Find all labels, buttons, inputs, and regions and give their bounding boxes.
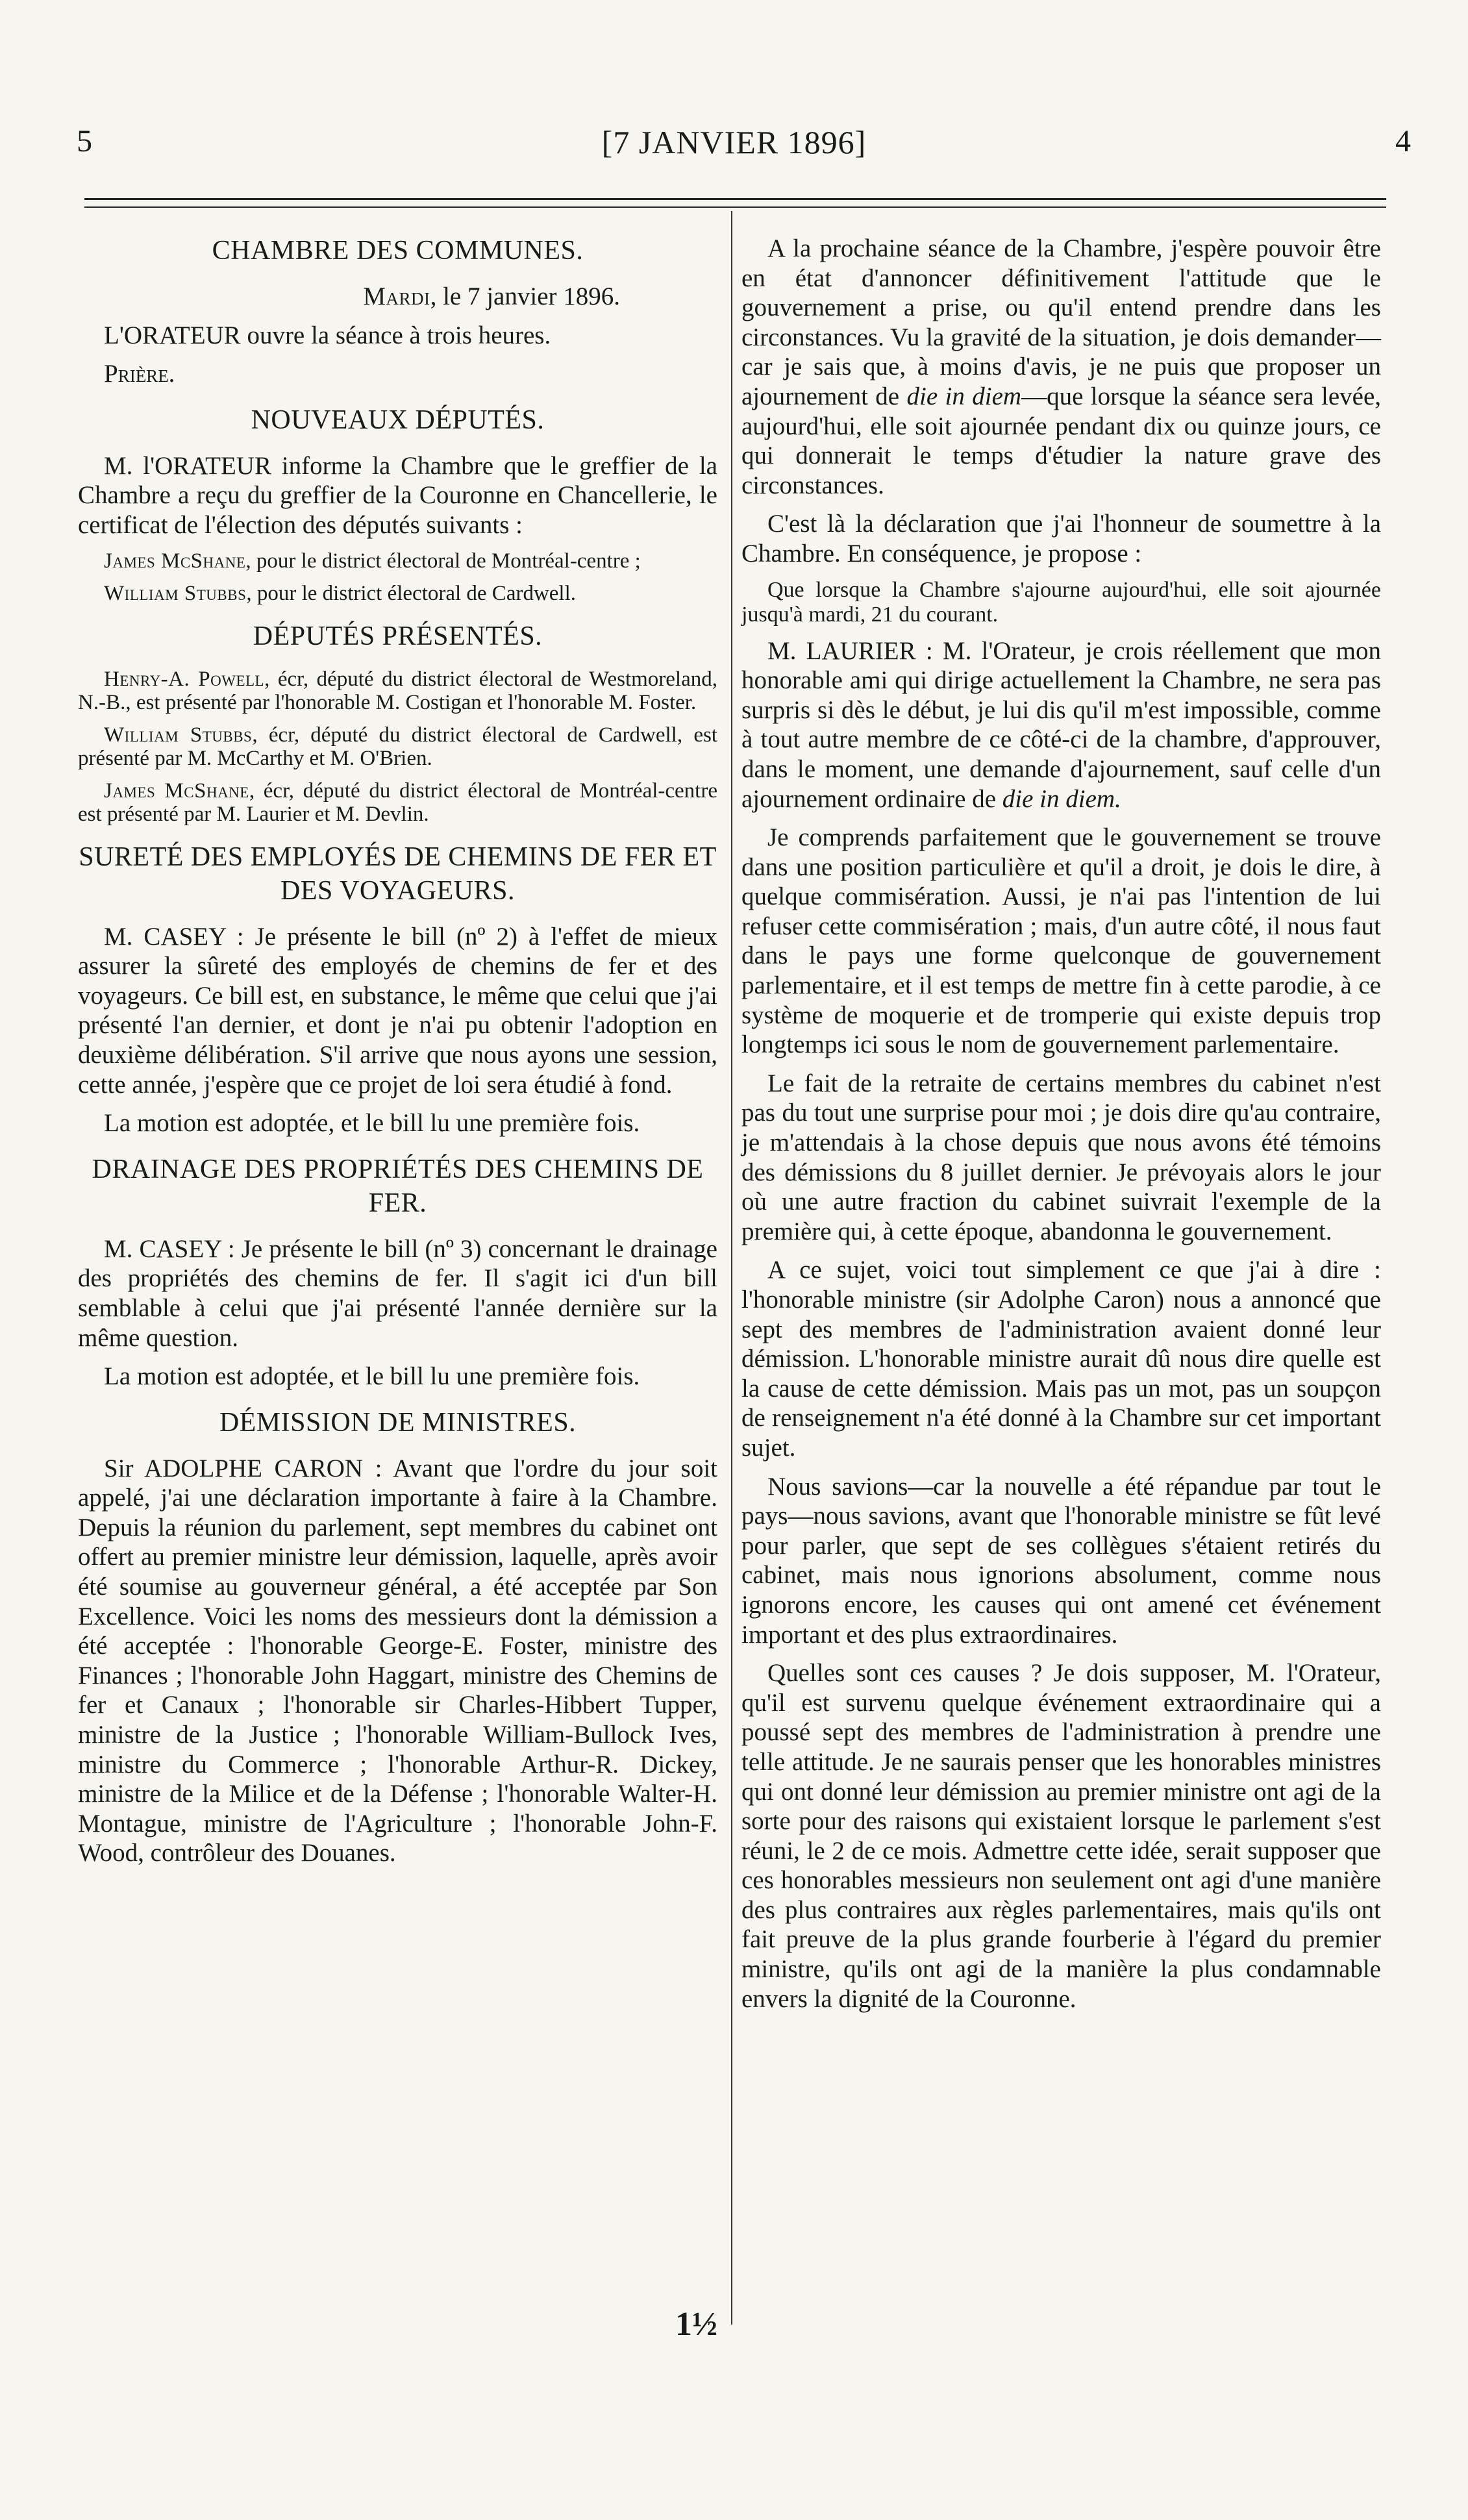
presented-2-rest: , écr, député du district électoral de Cardwell, est présenté par M. McCarthy et M. O'Brien.	[78, 723, 717, 770]
priere-label: Prière.	[104, 360, 175, 388]
paragraph-right-8: Quelles sont ces causes ? Je dois supposer, M. l'Orateur, qu'il est survenu quelque événement extraordinaire qui a poussé sept des membres de l'administration à prendre une telle attitude. Je ne saurais penser que les honorables ministres qui ont donné leur démission au premier ministre ont agi de la sorte pour des raisons qui existaient lorsque le parlement s'est réuni, le 2 de ce mois. Admettre cette idée, serait supposer que ces honorables messieurs non seulement ont agi d'une manière des plus contraires aux règles parlementaires, mais qu'ils ont fait preuve de la plus grande fourberie à l'égard du premier ministre, qu'ils ont agi de la manière la plus condamnable envers la dignité de la Couronne.	[741, 1659, 1381, 2013]
deputy-2	[78, 582, 717, 605]
deputy-1-name: James McShane	[104, 549, 246, 573]
heading-drainage: DRAINAGE DES PROPRIÉTÉS DES CHEMINS DE FER.	[92, 1154, 704, 1218]
page-date: [7 JANVIER 1896]	[601, 124, 867, 160]
opening-line: L'ORATEUR ouvre la séance à trois heures.	[104, 321, 551, 349]
p1-latin: die in diem	[906, 382, 1022, 410]
paragraph-motion-1: La motion est adoptée, et le bill lu une première fois.	[104, 1109, 640, 1138]
paragraph-casey-bill-3: M. CASEY : Je présente le bill (nº 3) concernant le drainage des propriétés des chemins de fer. Il s'agit ici d'un bill semblable à celui que j'ai présenté l'année dernière sur la même question.	[78, 1234, 717, 1352]
signature-mark: 1½	[675, 2306, 717, 2343]
session-date	[78, 282, 717, 312]
heading-surete: SURETÉ DES EMPLOYÉS DE CHEMINS DE FER ET DES VOYAGEURS.	[79, 842, 717, 906]
page-number-right: 4	[1395, 124, 1411, 158]
paragraph-right-1	[741, 234, 1381, 500]
deputy-2-name: William Stubbs	[104, 581, 247, 605]
deputy-1	[78, 549, 717, 573]
p1-end: —que lorsque la séance sera levée, aujourd'hui, elle soit ajournée pendant dix ou quinze jours, ce qui donnerait le temps d'étudier la nature grave des circonstances.	[741, 382, 1382, 499]
right-column	[741, 234, 1381, 2023]
chamber-title: CHAMBRE DES COMMUNES.	[212, 236, 584, 266]
left-column	[78, 234, 717, 1877]
paragraph-right-5: Le fait de la retraite de certains membres du cabinet n'est pas du tout une surprise pour moi ; je dois dire qu'au contraire, je m'attendais à la chose depuis que nous avons été témoins des démissions du 8 juillet dernier. Je prévoyais alors le jour où une autre fraction du cabinet suivrait l'exemple de la première qui, à cette époque, abandonna le gouvernement.	[741, 1069, 1381, 1245]
heading-demission: DÉMISSION DE MINISTRES.	[219, 1407, 577, 1438]
p1-text: A la prochaine séance de la Chambre, j'espère pouvoir être en état d'annoncer définitivement l'attitude que le gouvernement a prise, ou qu'il entend prendre dans les circonstances. Vu la gravité de la situation, je dois demander—car je sais que, à moins d'avis, je ne puis que proposer un ajournement de	[741, 234, 1381, 410]
motion-text: Que lorsque la Chambre s'ajourne aujourd'hui, elle soit ajournée jusqu'à mardi, 21 du courant.	[741, 577, 1381, 627]
column-divider	[731, 211, 732, 2325]
heading-deputes-presentes: DÉPUTÉS PRÉSENTÉS.	[253, 621, 543, 651]
page-number-left: 5	[77, 124, 92, 158]
presented-1-rest: , écr, député du district électoral de Westmoreland, N.-B., est présenté par l'honorable M. Costigan et l'honorable M. Foster.	[78, 667, 717, 714]
paragraph-caron: Sir ADOLPHE CARON : Avant que l'ordre du jour soit appelé, j'ai une déclaration importante à faire à la Chambre. Depuis la réunion du parlement, sept membres du cabinet ont offert au premier ministre leur démission, laquelle, après avoir été soumise au gouverneur général, a été acceptée par Son Excellence. Voici les noms des messieurs dont la démission a été acceptée : l'honorable George-E. Foster, ministre des Finances ; l'honorable John Haggart, ministre des Chemins de fer et Canaux ; l'honorable sir Charles-Hibbert Tupper, ministre de la Justice ; l'honorable William-Bullock Ives, ministre du Commerce ; l'honorable Arthur-R. Dickey, ministre de la Milice et de la Défense ; l'honorable Walter-H. Montague, ministre de l'Agriculture ; l'honorable John-F. Wood, contrôleur des Douanes.	[78, 1454, 717, 1867]
presented-1-name: Henry-A. Powell	[104, 667, 265, 691]
paragraph-right-7: Nous savions—car la nouvelle a été répandue par tout le pays—nous savions, avant que l'honorable ministre se fût levé pour parler, que sept de ses collègues s'étaient retirés du cabinet, mais nous ignorions absolument, comme nous ignorons encore, les causes qui ont amené cet événement important et des plus extraordinaires.	[741, 1472, 1381, 1649]
date-day: Mardi	[363, 282, 430, 310]
p3-text: M. LAURIER : M. l'Orateur, je crois réellement que mon honorable ami qui dirige actuellement la Chambre, ne sera pas surpris si dès le début, je lui dis qu'il m'est impossible, comme à tout autre membre de ce côté-ci de la chambre, d'approuver, dans le moment, une demande d'ajournement, sauf celle d'un ajournement ordinaire de	[741, 636, 1381, 813]
paragraph-right-6: A ce sujet, voici tout simplement ce que j'ai à dire : l'honorable ministre (sir Adolphe Caron) nous a annoncé que sept des membres de l'administration avaient donné leur démission. L'honorable ministre aurait dû nous dire quelle est la cause de cette démission. Mais pas un mot, pas un soupçon de renseignement n'a été donné à la Chambre sur cet important sujet.	[741, 1256, 1381, 1462]
presented-3	[78, 779, 717, 826]
date-rest: , le 7 janvier 1896.	[430, 282, 620, 310]
paragraph-right-4: Je comprends parfaitement que le gouvernement se trouve dans une position particulière et qu'il a droit, je dois le dire, à quelque commisération. Aussi, je n'ai pas l'intention de lui refuser cette commisération ; mais, d'un autre côté, il nous faut dans le pays une forme quelconque de gouvernement parlementaire, et il est temps de mettre fin à cette parodie, à ce système de moquerie et de tromperie qui existe depuis trop longtemps ici sous le nom de gouvernement parlementaire.	[741, 823, 1381, 1059]
paragraph-casey-bill-2: M. CASEY : Je présente le bill (nº 2) à l'effet de mieux assurer la sûreté des employés de chemins de fer et des voyageurs. Ce bill est, en substance, le même que celui que j'ai présenté l'an dernier, et dont je n'ai pu obtenir l'adoption en deuxième délibération. S'il arrive que nous ayons une session, cette année, j'espère que ce projet de loi sera étudié à fond.	[78, 922, 717, 1099]
presented-3-rest: , écr, député du district électoral de Montréal-centre est présenté par M. Laurier et M. Devlin.	[78, 779, 717, 826]
deputy-2-rest: , pour le district électoral de Cardwell.	[246, 581, 577, 605]
deputy-1-rest: , pour le district électoral de Montréal-centre ;	[245, 549, 641, 573]
paragraph-laurier	[741, 636, 1381, 814]
paragraph-nouveaux: M. l'ORATEUR informe la Chambre que le greffier de la Chambre a reçu du greffier de la Couronne en Chancellerie, le certificat de l'élection des députés suivants :	[78, 451, 717, 539]
page-header	[0, 123, 1468, 162]
paragraph-motion-2: La motion est adoptée, et le bill lu une première fois.	[104, 1362, 640, 1391]
presented-2	[78, 723, 717, 770]
p3-latin: die in diem.	[1002, 784, 1121, 813]
paragraph-right-2: C'est là la déclaration que j'ai l'honneur de soumettre à la Chambre. En conséquence, je propose :	[741, 510, 1381, 568]
presented-3-name: James McShane	[104, 779, 249, 803]
presented-2-name: William Stubbs	[104, 723, 253, 747]
heading-nouveaux-deputes: NOUVEAUX DÉPUTÉS.	[251, 405, 545, 435]
header-rule	[84, 198, 1386, 200]
presented-1	[78, 667, 717, 714]
header-rule-thin	[84, 206, 1386, 208]
